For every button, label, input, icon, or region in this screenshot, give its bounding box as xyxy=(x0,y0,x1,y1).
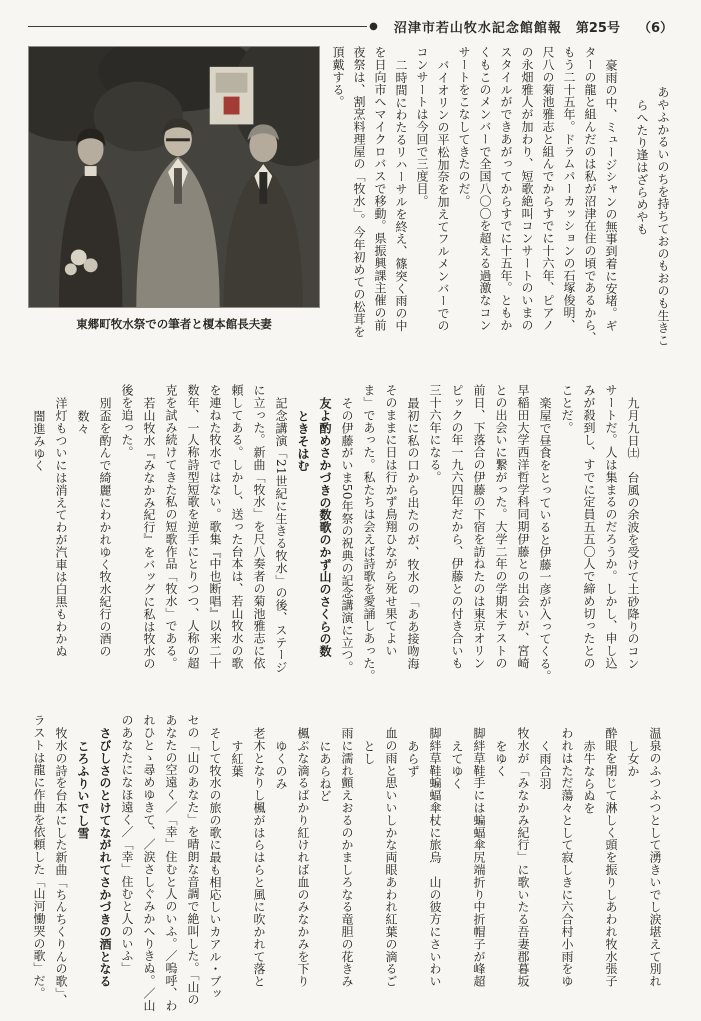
text-line: さびしさのとけてながれてさかづきの酒となる xyxy=(98,727,112,988)
text-line: あなたの空遠く／「幸」住むと人のいふ。／嗚呼、わ xyxy=(164,714,178,1012)
text-line: 数年、一人称詩型短歌を逆手にとりつつ、人称の超 xyxy=(186,384,200,670)
page-number: （6） xyxy=(637,20,673,36)
text-line: し女か xyxy=(626,740,640,778)
text-line: そのままに日は行かず鳥翔ひながら死せ果てよい xyxy=(384,384,398,657)
text-line: 牧水の詩を台本にした新曲「ちんちくりんの歌」、 xyxy=(54,727,68,1007)
text-line: サートだ。人は集まるのだろうか。しかし、申し込 xyxy=(604,384,618,670)
top-section xyxy=(28,46,673,368)
text-line: 後を追った。 xyxy=(120,384,134,459)
text-line: 洋灯もついには消えてわが汽車は白黒もわかぬ xyxy=(54,397,68,658)
top-article-text xyxy=(327,46,673,364)
text-line: 頼してある。しかし、送った台本は、若山牧水の歌 xyxy=(230,384,244,670)
bottom-article-text xyxy=(28,714,666,1021)
text-line: との出会いに繋がった。大学二年の学期末テストの xyxy=(494,384,508,670)
text-line: ゆくのみ xyxy=(274,740,288,790)
text-line: に立った。新曲「牧水」を尺八奏者の菊池雅志に依 xyxy=(252,384,266,670)
text-line: 脚絆草鞋手には蝙蝠傘尻端折り中折帽子が峰超 xyxy=(472,727,486,988)
text-line: 酔眼を閉じて淋しく頭を振りしあわれ牧水張子 xyxy=(604,727,618,988)
festival-photo xyxy=(28,46,320,308)
text-line: 楽屋で昼食をとっていると伊藤一彦が入ってくる。 xyxy=(538,397,552,683)
text-line: れひとゝ尋めゆきて、／涙さしぐみかへりきぬ。／山 xyxy=(142,714,156,1012)
text-line: えてゆく xyxy=(450,740,464,790)
text-line: バイオリンの平松加奈を加えてフルメンバーでの xyxy=(436,59,450,332)
text-line: らへたり逢はざらめやも xyxy=(635,99,649,236)
text-line: 豪雨の中、ミュージシャンの無事到着に安堵。ギ xyxy=(604,59,618,332)
photo-caption: 東郷町牧水祭での筆者と榎本館長夫妻 xyxy=(76,317,272,331)
text-line: 血の雨と思いいしかな両眼あわれ紅葉の滴るご xyxy=(384,727,398,988)
text-line: のあなたになほ遠く／「幸」住むと人のいふ」 xyxy=(120,714,134,975)
text-line: あやふかるいのちを持ちておのもおのも生きこ xyxy=(656,86,670,347)
text-line: をゆく xyxy=(494,740,508,778)
text-line: 赤牛ならぬを xyxy=(582,740,596,815)
text-line: 夜祭は、割烹料理屋の「牧水」。今年初めての松茸を xyxy=(352,46,366,338)
issue-number: 第25号 xyxy=(575,20,620,36)
top-article-body xyxy=(327,46,621,364)
text-line: ま」であった。私たちは会えば詩歌を愛誦しあった。 xyxy=(362,384,376,682)
text-line: 楓ぶな滴るばかり紅ければ血のみなかみを下り xyxy=(296,727,310,988)
text-line: 老木となりし楓がはらはらと風に吹かれて落と xyxy=(252,727,266,988)
text-line: ターの龍と組んだのは私が沼津在住の頃であるから、 xyxy=(583,46,597,344)
text-line: みが殺到し、すでに定員五五〇人で締め切ったとの xyxy=(582,384,596,670)
text-line: ピックの年一九六四年だから、伊藤との付き合いも xyxy=(450,384,464,670)
text-line: ラストは龍に作曲を依頼した「山河慟哭の歌」だ。 xyxy=(32,714,46,1000)
text-line: 闇進みゆく xyxy=(32,410,46,472)
text-line: く雨合羽 xyxy=(538,740,552,790)
text-line: 別盃を酌んで綺麗にわかれゆく牧水紀行の酒の xyxy=(98,397,112,658)
text-line: そして牧水の旅の歌に最も相応しいカアル・ブッ xyxy=(208,727,222,1000)
text-line: ころふりいでし雪 xyxy=(76,740,90,840)
text-line: 二時間にわたるリハーサルを終え、篠突く雨の中 xyxy=(394,59,408,332)
text-line: あらず xyxy=(406,740,420,778)
text-line: を日向市へマイクロバスで移動。県振興課主催の前 xyxy=(373,46,387,332)
text-line: 若山牧水『みなかみ紀行』をバッグに私は牧水の xyxy=(142,397,156,670)
photo-column xyxy=(28,46,320,368)
text-line: を連ねた牧水ではない。歌集『中也断唱』以来二十 xyxy=(208,384,222,670)
text-line: 数々 xyxy=(76,410,90,435)
text-line: 早稲田大学西洋哲学科同期伊藤との出会いが、宮崎 xyxy=(516,384,530,670)
photo-illustration xyxy=(29,47,319,307)
header-rule xyxy=(28,26,367,27)
opening-tanka xyxy=(631,46,673,364)
text-line: す紅葉 xyxy=(230,740,244,778)
text-line: スタイルができあがってからすでに十五年。ともか xyxy=(499,46,513,332)
text-line: とし xyxy=(362,740,376,765)
text-line: の永畑雅人が加わり、短歌絶叫コンサートのいまの xyxy=(520,46,534,332)
text-line: にあらねど xyxy=(318,740,332,802)
text-line: ときそはむ xyxy=(296,410,310,472)
text-line: サートをこなしてきたのだ。 xyxy=(457,46,471,208)
publication-title: 沼津市若山牧水記念館館報 xyxy=(393,20,562,36)
middle-article-text xyxy=(28,384,644,702)
text-line: ことだ。 xyxy=(560,384,574,434)
page-header xyxy=(28,16,673,36)
text-line: 克を試み続けてきた私の短歌作品「牧水」である。 xyxy=(164,384,178,670)
text-line: 温泉のふつふつとして湧きいでし涙堪えて別れ xyxy=(648,727,662,988)
text-line: 九月九日㈯ 台風の余波を受けて土砂降りのコン xyxy=(626,397,640,670)
text-line: 前日、下落合の伊藤の下宿を訪ねたのは東京オリン xyxy=(472,384,486,670)
text-line: 牧水が「みなかみ紀行」に歌いたる吾妻郡暮坂 xyxy=(516,727,530,988)
text-line: 尺八の菊池雅志と組んでからすでに十六年、ピアノ xyxy=(541,46,555,332)
text-line: 頂戴する。 xyxy=(331,46,345,108)
text-line: コンサートは今回で三度目。 xyxy=(415,46,429,208)
text-line: 雨に濡れ顫えおるのかましろなる竜胆の花きみ xyxy=(340,727,354,988)
text-line: 友よ酌めさかづきの数歌のかず山のさくらの数 xyxy=(318,397,332,658)
text-line: その伊藤がいま50年祭の祝典の記念講演に立つ。 xyxy=(340,397,354,674)
text-line: 最初に私の口から出たのが、牧水の「ああ接吻海 xyxy=(406,397,420,670)
bullet-icon: ● xyxy=(369,20,378,32)
text-line: われはただ蕩々として寂しきに六合村小雨をゆ xyxy=(560,727,574,988)
text-line: 脚絆草鞋蝙蝠傘杖に旅烏 山の彼方にさいわい xyxy=(428,727,442,988)
text-line: くもこのメンバーで全国八〇〇を超える過激なコン xyxy=(478,46,492,332)
text-line: 記念講演「21世紀に生きる牧水」の後、ステージ xyxy=(274,397,288,674)
text-line: セの「山のあなた」を晴朗な音調で絶叫した。「山の xyxy=(186,714,200,1006)
text-line: 三十六年になる。 xyxy=(428,384,442,484)
text-line: もう二十五年。ドラムパーカッションの石塚俊明、 xyxy=(562,46,576,332)
